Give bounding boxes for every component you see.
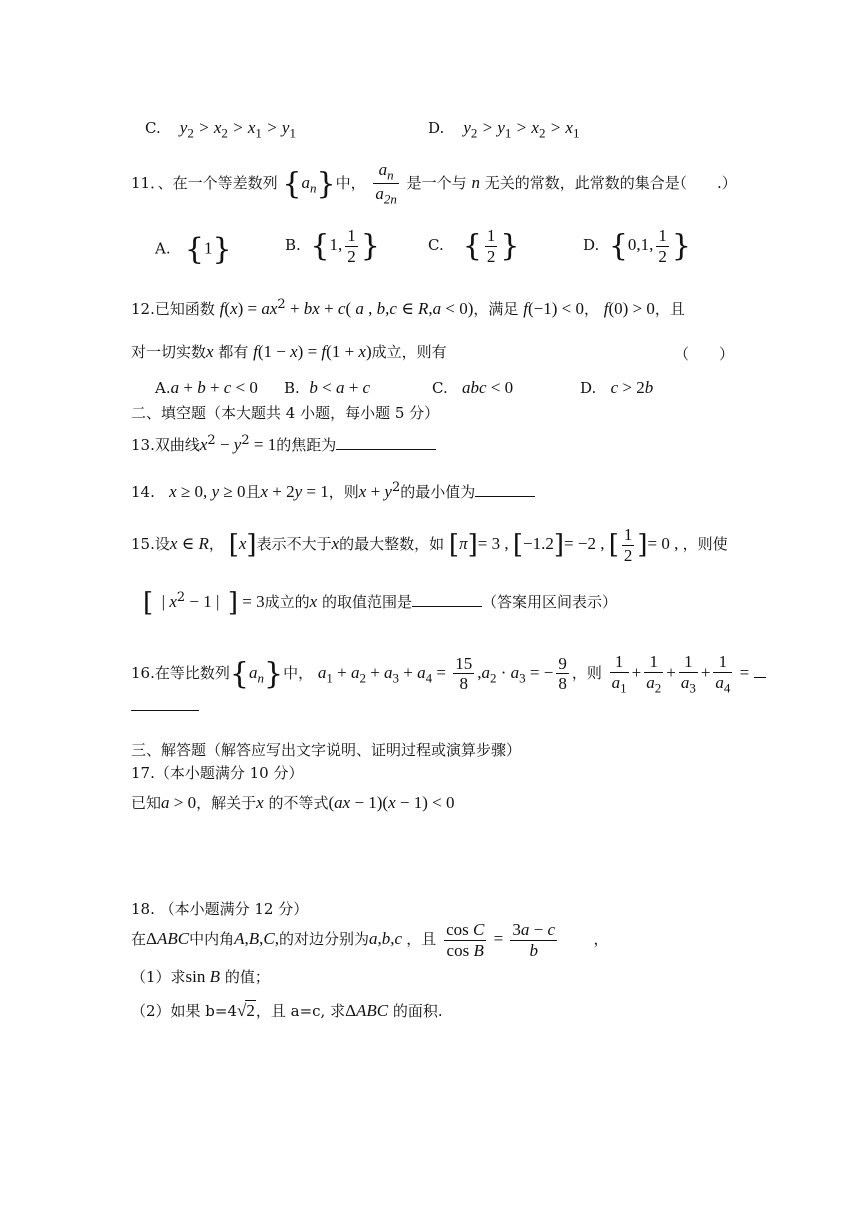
- q12-text-2: ，满足: [473, 300, 519, 318]
- q18-heading: 18. （本小题满分 12 分）: [131, 900, 309, 918]
- q15-text-4: 的最大整数，如: [339, 535, 445, 554]
- q11-option-a-label: A.: [155, 239, 171, 258]
- q10-option-c-formula: $y_2 > x_2 > x_1 > y_1$: [179, 118, 296, 141]
- q11-ratio-fraction: $\frac{a_n}{a_{2n}}$: [375, 160, 397, 207]
- q13-text-1: 双曲线: [154, 436, 200, 454]
- q18-part2-text-a: （2）如果 b=4: [131, 1002, 238, 1020]
- q11-text-4: 无关的常数，此常数的集合是: [484, 173, 680, 192]
- q18-text-3: 的对边分别为: [278, 930, 369, 949]
- q11-text-2: 中，: [335, 173, 366, 192]
- q11-n: n: [471, 172, 480, 192]
- q13: 13.双曲线$x^2 - y^2 = 1$的焦距为: [131, 433, 436, 455]
- section-2-heading: 二、填空题（本大题共 4 小题，每小题 5 分）: [131, 404, 440, 422]
- q17-body: 已知a > 0，解关于x 的不等式(ax − 1)(x − 1) < 0: [131, 793, 455, 812]
- q12-option-d: D. c > 2b: [580, 378, 654, 397]
- q18-text-2: 中内角: [189, 930, 235, 949]
- q11-option-b: B. {1, $\frac{1}{2}$ }: [285, 226, 380, 266]
- q12-text-1: 已知函数: [154, 300, 215, 318]
- q14-text-3: 的最小值为: [400, 483, 476, 501]
- q16-text-2: 中，: [283, 663, 314, 682]
- q10-option-d-formula: $y_2 > y_1 > x_2 > x_1$: [463, 118, 580, 141]
- q14: 14. x ≥ 0, y ≥ 0且x + 2y = 1，则$x + y^2$的最小值为: [131, 480, 535, 502]
- section-3-heading: 三、解答题（解答应写出文字说明、证明过程或演算步骤）: [131, 741, 522, 759]
- q16-text-3: ，则: [571, 663, 602, 682]
- q14-number: 14.: [131, 483, 155, 501]
- q12-line2-text-a: 对一切实数: [131, 343, 207, 361]
- q18-text-5: ，: [593, 930, 609, 949]
- q15-line2-text-a: 成立的: [264, 593, 310, 611]
- q18-text-1: 在: [131, 930, 147, 949]
- q15-text-1: 设: [154, 535, 170, 554]
- q11-option-c-label: C.: [428, 236, 444, 255]
- q17-heading: 17.（本小题满分 10 分）: [131, 764, 304, 782]
- q15-answer-blank[interactable]: [412, 606, 482, 607]
- q18-cos-ratio: $\frac{\text{cos C}}{\text{cos B}}$: [446, 920, 485, 960]
- q12-line2-text-b: 都有: [218, 343, 249, 361]
- q17-text-1: 已知: [131, 794, 162, 812]
- q12-option-c: C. abc < 0: [432, 378, 514, 397]
- q10-option-d: [428, 118, 579, 141]
- q13-text-2: 的焦距为: [276, 436, 337, 454]
- q11-seq: {: [282, 166, 302, 202]
- q11-option-d: D. {0,1, $\frac{1}{2}$ }: [583, 226, 691, 266]
- q11-option-c: C. { $\frac{1}{2}$ }: [428, 226, 520, 266]
- q18-part-1: （1）求sin B 的值；: [131, 967, 270, 986]
- q14-text-2: ，则: [328, 483, 359, 501]
- q18-part1-text-a: （1）求: [131, 968, 186, 986]
- q15-line2-text-b: 的取值范围是: [321, 593, 412, 611]
- q15-text-5: ，则使: [682, 535, 728, 554]
- q15-line2-text-c: （答案用区间表示）: [482, 593, 618, 611]
- q12-stem: 12.已知函数 $f(x) = ax^2$ + bx + c( a , b,c ∈ R,a < 0)，满足 f(−1) < 0， f(0) > 0，且: [131, 297, 685, 318]
- q18-body: 在ΔABC中内角A,B,C,的对边分别为a,b,c ，且 $\frac{\text{cos C}}{\text{cos B}}$ = $\frac{3a - c}{b}$ ，: [131, 920, 609, 960]
- q12-text-3: ，: [583, 300, 599, 318]
- q13-number: 13.: [131, 436, 155, 454]
- q11-text-1: 、在一个等差数列: [157, 173, 278, 192]
- q12-line2-text-c: 成立，则有: [371, 343, 447, 361]
- q18-part-2: （2）如果 b=4√2，且 a=c, 求ΔABC 的面积.: [131, 1001, 443, 1020]
- q12-answer-paren: （ ）: [674, 345, 735, 363]
- q18-part2-text-b: ，且 a=c, 求: [255, 1002, 346, 1020]
- q11-number: 11．: [131, 173, 158, 192]
- q16-answer-blank-continued[interactable]: [131, 696, 199, 711]
- q15-text-3: 表示不大于: [256, 535, 332, 554]
- q15: 15.设x ∈ R， [x]表示不大于x的最大整数，如 [π]= 3 , [−1.2]= −2 , [ $\frac{1}{2}$ ]= 0 , ，则使: [131, 525, 728, 565]
- q11-option-b-label: B.: [285, 236, 301, 255]
- q11-stem: 11．、在一个等差数列 $\{a_n\}$中， $\frac{a_n}{a_{2n}}$ 是一个与 n 无关的常数，此常数的集合是: [131, 160, 680, 207]
- q16-answer-blank-start[interactable]: [754, 677, 766, 678]
- q14-text-1: 且: [245, 483, 261, 501]
- q10-option-c-label: C.: [145, 119, 161, 137]
- q18-part1-text-b: 的值；: [224, 968, 270, 986]
- q14-answer-blank[interactable]: [475, 496, 535, 497]
- q18-part2-text-c: 的面积.: [392, 1002, 443, 1020]
- q11-option-a: A. {1}: [155, 232, 232, 267]
- q12-option-b: B. b < a + c: [284, 378, 371, 397]
- q17-text-2: ，解关于: [196, 794, 257, 812]
- q13-answer-blank[interactable]: [336, 449, 436, 450]
- q16-text-1: 在等比数列: [154, 663, 230, 682]
- q12-number: 12.: [131, 300, 155, 318]
- q12-function: f: [219, 299, 225, 318]
- q16-number: 16.: [131, 663, 155, 682]
- q12-text-4: ，且: [654, 300, 685, 318]
- q18-text-4: ，且: [406, 930, 437, 949]
- q15-line-2: [ | $x^2 - 1$ | ] = 3成立的x 的取值范围是 （答案用区间表示）: [143, 588, 618, 618]
- q16: 16.在等比数列$\{a_n\}$中， $a_1 + a_2 + a_3 + a_4$ = $\frac{15}{8}$ $,a_2 \cdot a_3$ = − $\frac{9}{8}$ ，则 $\frac{1}{a_1}$ + $\frac{1}{a_2}$ + $\frac{1}{a_3}$ + $\frac{1}{a_4}$ =: [131, 652, 766, 696]
- q11-text-3: 是一个与: [406, 173, 467, 192]
- q15-text-2: ，: [208, 535, 224, 554]
- q10-option-d-label: D.: [428, 119, 445, 137]
- q12-line-2: 对一切实数x 都有 f(1 − x) = f(1 + x)成立，则有: [131, 342, 447, 361]
- q17-text-3: 的不等式: [268, 794, 329, 812]
- q11-answer-paren: （ .）: [672, 174, 737, 192]
- q10-option-c: [145, 118, 296, 141]
- q11-option-d-label: D.: [583, 236, 600, 255]
- q12-option-a: A.a + b + c < 0: [155, 378, 258, 397]
- q15-number: 15.: [131, 535, 155, 554]
